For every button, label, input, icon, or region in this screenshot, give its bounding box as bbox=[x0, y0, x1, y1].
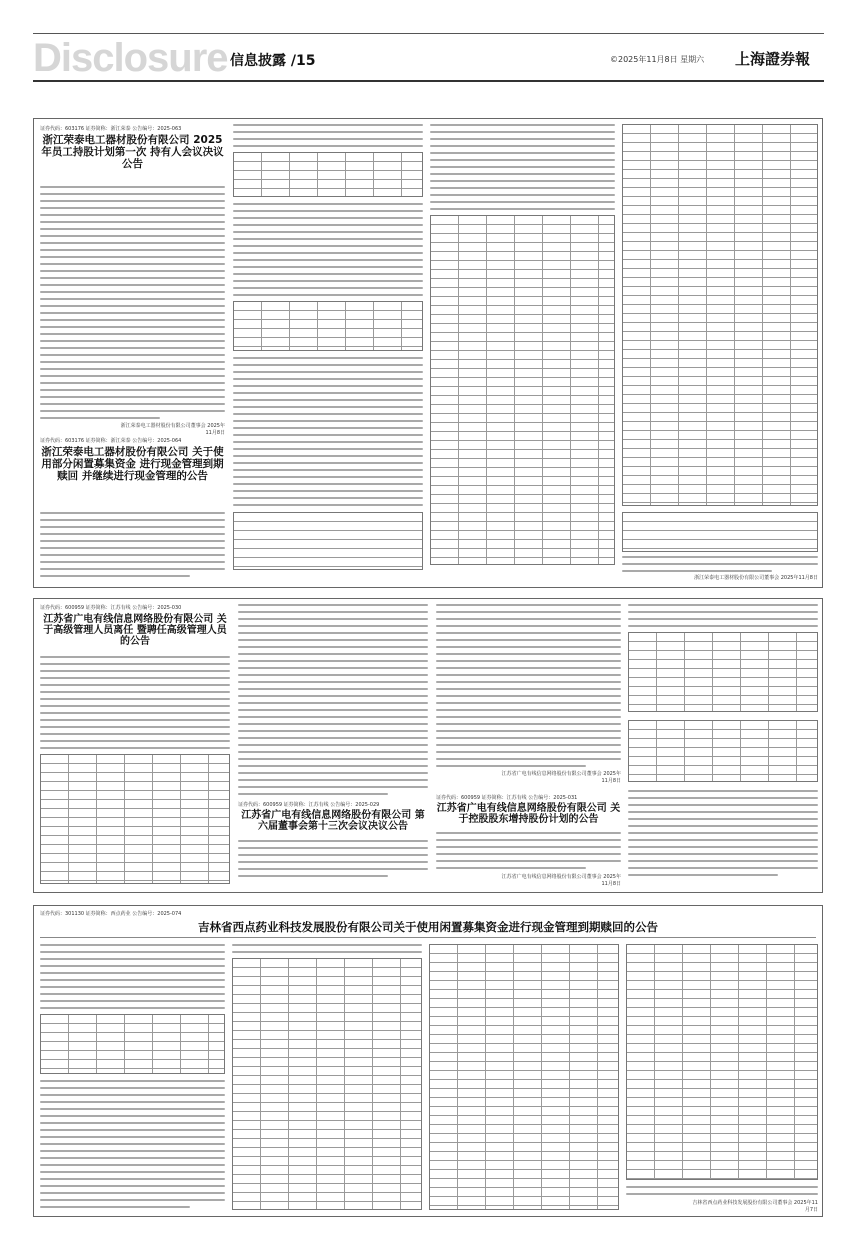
notice-title-exec: 江苏省广电有线信息网络股份有限公司 关于高级管理人员离任 暨聘任高级管理人员的公告 bbox=[43, 614, 227, 648]
data-table bbox=[626, 944, 818, 1180]
issue-date: ©2025年11月8日 星期六 bbox=[610, 55, 705, 64]
notice-title-plan: 浙江荣泰电工器材股份有限公司 2025年员工持股计划第一次 持有人会议决议公告 bbox=[41, 134, 224, 170]
title-rule bbox=[40, 937, 816, 938]
notice-meta: 证券代码：301130 证券简称：西点药业 公告编号：2025-074 bbox=[40, 911, 182, 917]
data-table bbox=[232, 958, 422, 1210]
data-table bbox=[628, 720, 818, 782]
notice-title-board: 江苏省广电有线信息网络股份有限公司 第六届董事会第十三次会议决议公告 bbox=[241, 810, 425, 833]
top-rule bbox=[33, 33, 824, 34]
data-table bbox=[430, 215, 615, 565]
masthead-disclosure: Disclosure bbox=[33, 36, 228, 80]
paper-logo: 上海證券報 bbox=[735, 50, 811, 68]
notice-signature-plan: 浙江荣泰电工器材股份有限公司董事会 2025年11月8日 bbox=[120, 423, 225, 436]
notice-title-funds: 浙江荣泰电工器材股份有限公司 关于使用部分闲置募集资金 进行现金管理到期赎回 并继续进行现金管理的公告 bbox=[41, 446, 224, 482]
notice-signature-jilin: 吉林省西点药业科技发展股份有限公司董事会 2025年11月7日 bbox=[692, 1200, 818, 1213]
section-title: 信息披露 /15 bbox=[230, 53, 316, 69]
notice-title-jilin: 吉林省西点药业科技发展股份有限公司关于使用闲置募集资金进行现金管理到期赎回的公告 bbox=[198, 920, 658, 934]
data-table bbox=[40, 754, 230, 884]
notice-meta: 证券代码：600959 证券简称：江苏有线 公告编号：2025-031 bbox=[436, 795, 578, 801]
notice-meta: 证券代码：600959 证券简称：江苏有线 公告编号：2025-029 bbox=[238, 802, 380, 808]
notice-title-shareholder: 江苏省广电有线信息网络股份有限公司 关于控股股东增持股份计划的公告 bbox=[436, 803, 621, 826]
header-rule bbox=[33, 80, 824, 82]
notice-meta: 证券代码：603176 证券简称：浙江荣泰 公告编号：2025-063 bbox=[40, 126, 182, 132]
data-table bbox=[233, 152, 423, 197]
data-table bbox=[628, 632, 818, 712]
data-table bbox=[233, 512, 423, 570]
notice-signature-shareholder: 江苏省广电有线信息网络股份有限公司董事会 2025年11月8日 bbox=[501, 874, 621, 887]
data-table bbox=[233, 301, 423, 351]
notice-signature-funds: 浙江荣泰电工器材股份有限公司董事会 2025年11月8日 bbox=[694, 575, 818, 581]
notice-signature-board: 江苏省广电有线信息网络股份有限公司董事会 2025年11月8日 bbox=[501, 771, 621, 784]
data-table bbox=[622, 124, 818, 506]
data-table bbox=[40, 1014, 225, 1074]
data-table bbox=[622, 512, 818, 552]
data-table bbox=[429, 944, 619, 1210]
notice-meta: 证券代码：603176 证券简称：浙江荣泰 公告编号：2025-064 bbox=[40, 438, 182, 444]
notice-meta: 证券代码：600959 证券简称：江苏有线 公告编号：2025-030 bbox=[40, 605, 182, 611]
